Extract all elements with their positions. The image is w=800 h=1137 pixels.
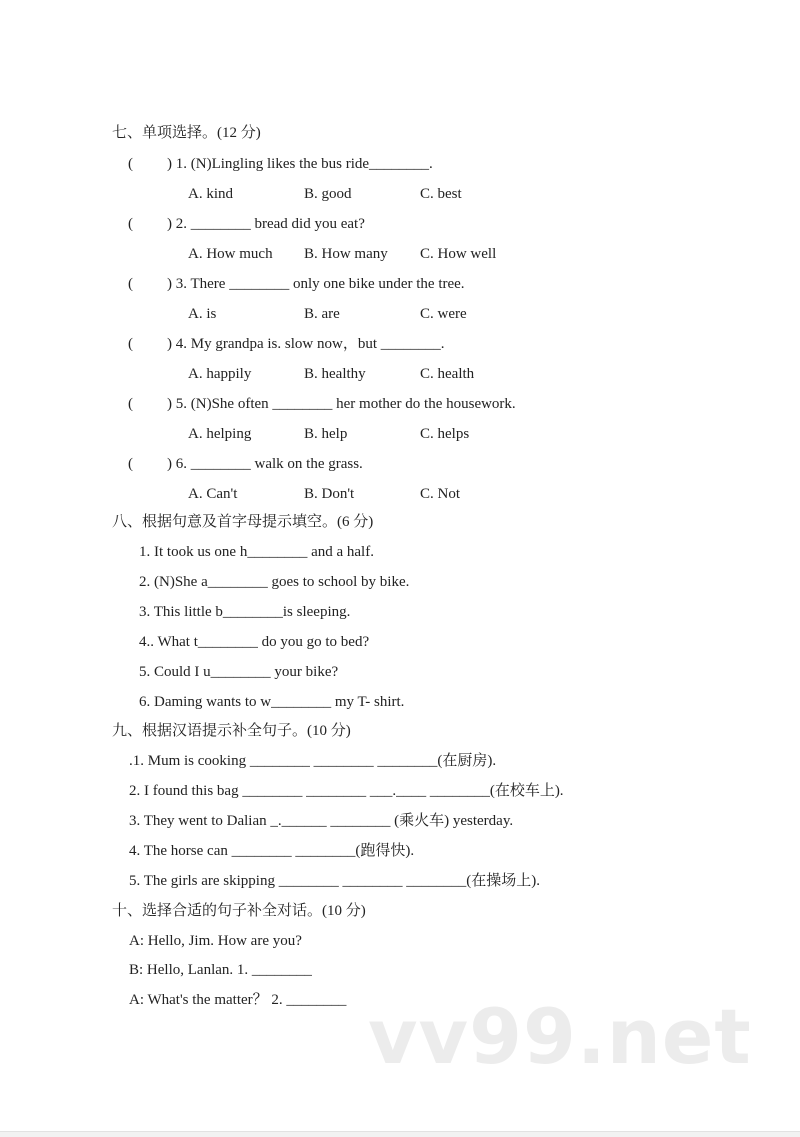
answer-option: A. is xyxy=(188,306,217,322)
question-text: ) 5. (N)She often ________ her mother do the housework. xyxy=(167,396,516,412)
section8-item: 5. Could I u________ your bike? xyxy=(139,664,339,680)
section9-item: 2. I found this bag ________ ________ ___.____ ________(在校车上). xyxy=(129,783,564,799)
section9-heading: 九、根据汉语提示补全句子。(10 分) xyxy=(112,723,351,739)
answer-option: C. best xyxy=(420,186,462,202)
answer-option: C. How well xyxy=(420,246,497,262)
answer-paren: ( xyxy=(128,396,133,412)
question-text: ) 6. ________ walk on the grass. xyxy=(167,456,363,472)
section8-item: 4.. What t________ do you go to bed? xyxy=(139,634,370,650)
page-bottom-edge xyxy=(0,1131,800,1137)
answer-option: B. healthy xyxy=(304,366,366,382)
question-text: ) 3. There ________ only one bike under the tree. xyxy=(167,276,465,292)
section8-item: 2. (N)She a________ goes to school by bike. xyxy=(139,574,410,590)
section8-item: 6. Daming wants to w________ my T- shirt. xyxy=(139,694,405,710)
section9-item: 5. The girls are skipping ________ ________ ________(在操场上). xyxy=(129,873,540,889)
answer-paren: ( xyxy=(128,276,133,292)
answer-option: C. health xyxy=(420,366,475,382)
dialogue-line: A: Hello, Jim. How are you? xyxy=(129,933,302,949)
section9-item: 4. The horse can ________ ________(跑得快). xyxy=(129,843,415,859)
answer-option: C. Not xyxy=(420,486,461,502)
answer-option: B. help xyxy=(304,426,348,442)
answer-option: C. were xyxy=(420,306,467,322)
section8-heading: 八、根据句意及首字母提示填空。(6 分) xyxy=(112,514,374,530)
answer-option: C. helps xyxy=(420,426,470,442)
section8-item: 1. It took us one h________ and a half. xyxy=(139,544,374,560)
answer-paren: ( xyxy=(128,216,133,232)
dialogue-line: A: What's the matter？ 2. ________ xyxy=(129,992,347,1008)
answer-option: B. Don't xyxy=(304,486,355,502)
answer-option: A. kind xyxy=(188,186,233,202)
section9-item: .1. Mum is cooking ________ ________ ________(在厨房). xyxy=(129,753,497,769)
section8-item: 3. This little b________is sleeping. xyxy=(139,604,351,620)
question-text: ) 4. My grandpa is. slow now，but ________. xyxy=(167,336,445,352)
answer-option: A. happily xyxy=(188,366,252,382)
answer-option: B. are xyxy=(304,306,340,322)
answer-paren: ( xyxy=(128,336,133,352)
dialogue-line: B: Hello, Lanlan. 1. ________ xyxy=(129,962,312,978)
section7-heading: 七、单项选择。(12 分) xyxy=(112,125,261,141)
section9-item: 3. They went to Dalian _.______ ________ (乘火车) yesterday. xyxy=(129,813,514,829)
question-text: ) 1. (N)Lingling likes the bus ride________. xyxy=(167,156,433,172)
answer-option: B. good xyxy=(304,186,352,202)
answer-paren: ( xyxy=(128,456,133,472)
answer-option: A. helping xyxy=(188,426,252,442)
answer-option: B. How many xyxy=(304,246,388,262)
section10-heading: 十、选择合适的句子补全对话。(10 分) xyxy=(112,903,366,919)
answer-option: A. Can't xyxy=(188,486,238,502)
watermark: vv99.net xyxy=(368,992,752,1081)
question-text: ) 2. ________ bread did you eat? xyxy=(167,216,365,232)
answer-option: A. How much xyxy=(188,246,273,262)
answer-paren: ( xyxy=(128,156,133,172)
